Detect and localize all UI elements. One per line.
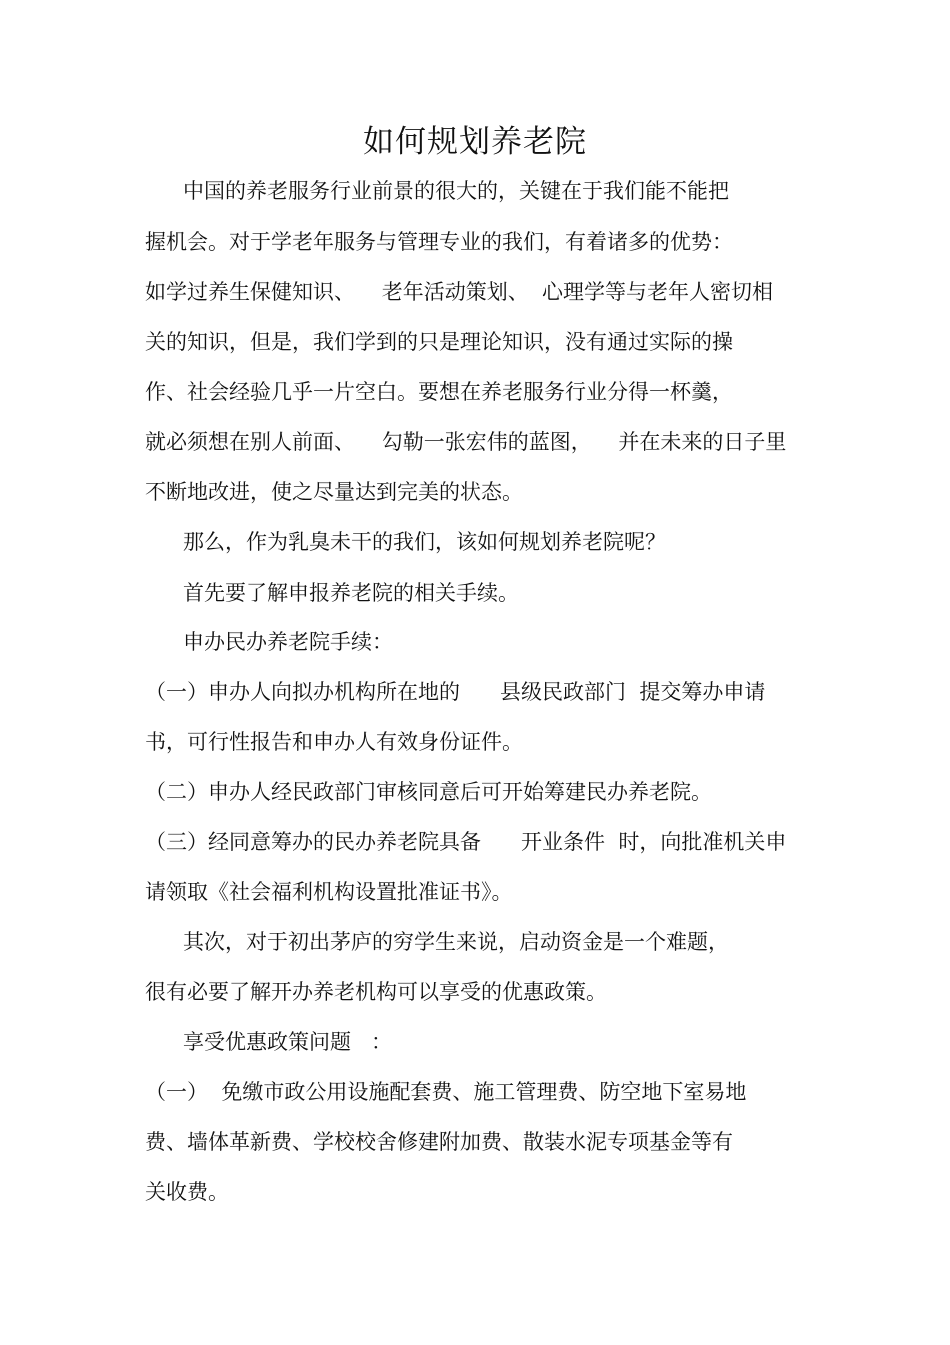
paragraph-line: 很有必要了解开办养老机构可以享受的优惠政策。	[145, 980, 607, 1004]
paragraph-line: 费、墙体革新费、学校校舍修建附加费、散装水泥专项基金等有	[145, 1130, 733, 1154]
paragraph-line: 中国的养老服务行业前景的很大的，关键在于我们能不能把	[183, 179, 729, 203]
paragraph-line: 其次，对于初出茅庐的穷学生来说，启动资金是一个难题，	[183, 930, 729, 954]
paragraph-line: 握机会。对于学老年服务与管理专业的我们，有着诸多的优势：	[145, 230, 733, 254]
paragraph-line: 作、社会经验几乎一片空白。要想在养老服务行业分得一杯羹，	[145, 380, 733, 404]
paragraph-line: 关收费。	[145, 1180, 229, 1204]
paragraph-line: 首先要了解申报养老院的相关手续。	[183, 581, 519, 605]
paragraph-line: 关的知识，但是，我们学到的只是理论知识，没有通过实际的操	[145, 330, 733, 354]
paragraph-line: 请领取《社会福利机构设置批准证书》。	[145, 880, 513, 904]
document-title: 如何规划养老院	[363, 124, 587, 160]
paragraph-line: 申办民办养老院手续：	[183, 630, 393, 654]
paragraph-line: 书，可行性报告和申办人有效身份证件。	[145, 730, 523, 754]
paragraph-line: 就必须想在别人前面、 勾勒一张宏伟的蓝图， 并在未来的日子里	[145, 430, 787, 454]
paragraph-line: （一） 免缴市政公用设施配套费、施工管理费、防空地下室易地	[145, 1080, 747, 1104]
paragraph-line: 享受优惠政策问题 ：	[183, 1030, 393, 1054]
paragraph-line: 如学过养生保健知识、 老年活动策划、 心理学等与老年人密切相	[145, 280, 774, 304]
paragraph-line: （一）申办人向拟办机构所在地的 县级民政部门 提交筹办申请	[145, 680, 766, 704]
paragraph-line: （二）申办人经民政部门审核同意后可开始筹建民办养老院。	[145, 780, 712, 804]
paragraph-line: 不断地改进，使之尽量达到完美的状态。	[145, 480, 523, 504]
paragraph-line: （三）经同意筹办的民办养老院具备 开业条件 时，向批准机关申	[145, 830, 787, 854]
paragraph-line: 那么，作为乳臭未干的我们，该如何规划养老院呢？	[183, 530, 666, 554]
